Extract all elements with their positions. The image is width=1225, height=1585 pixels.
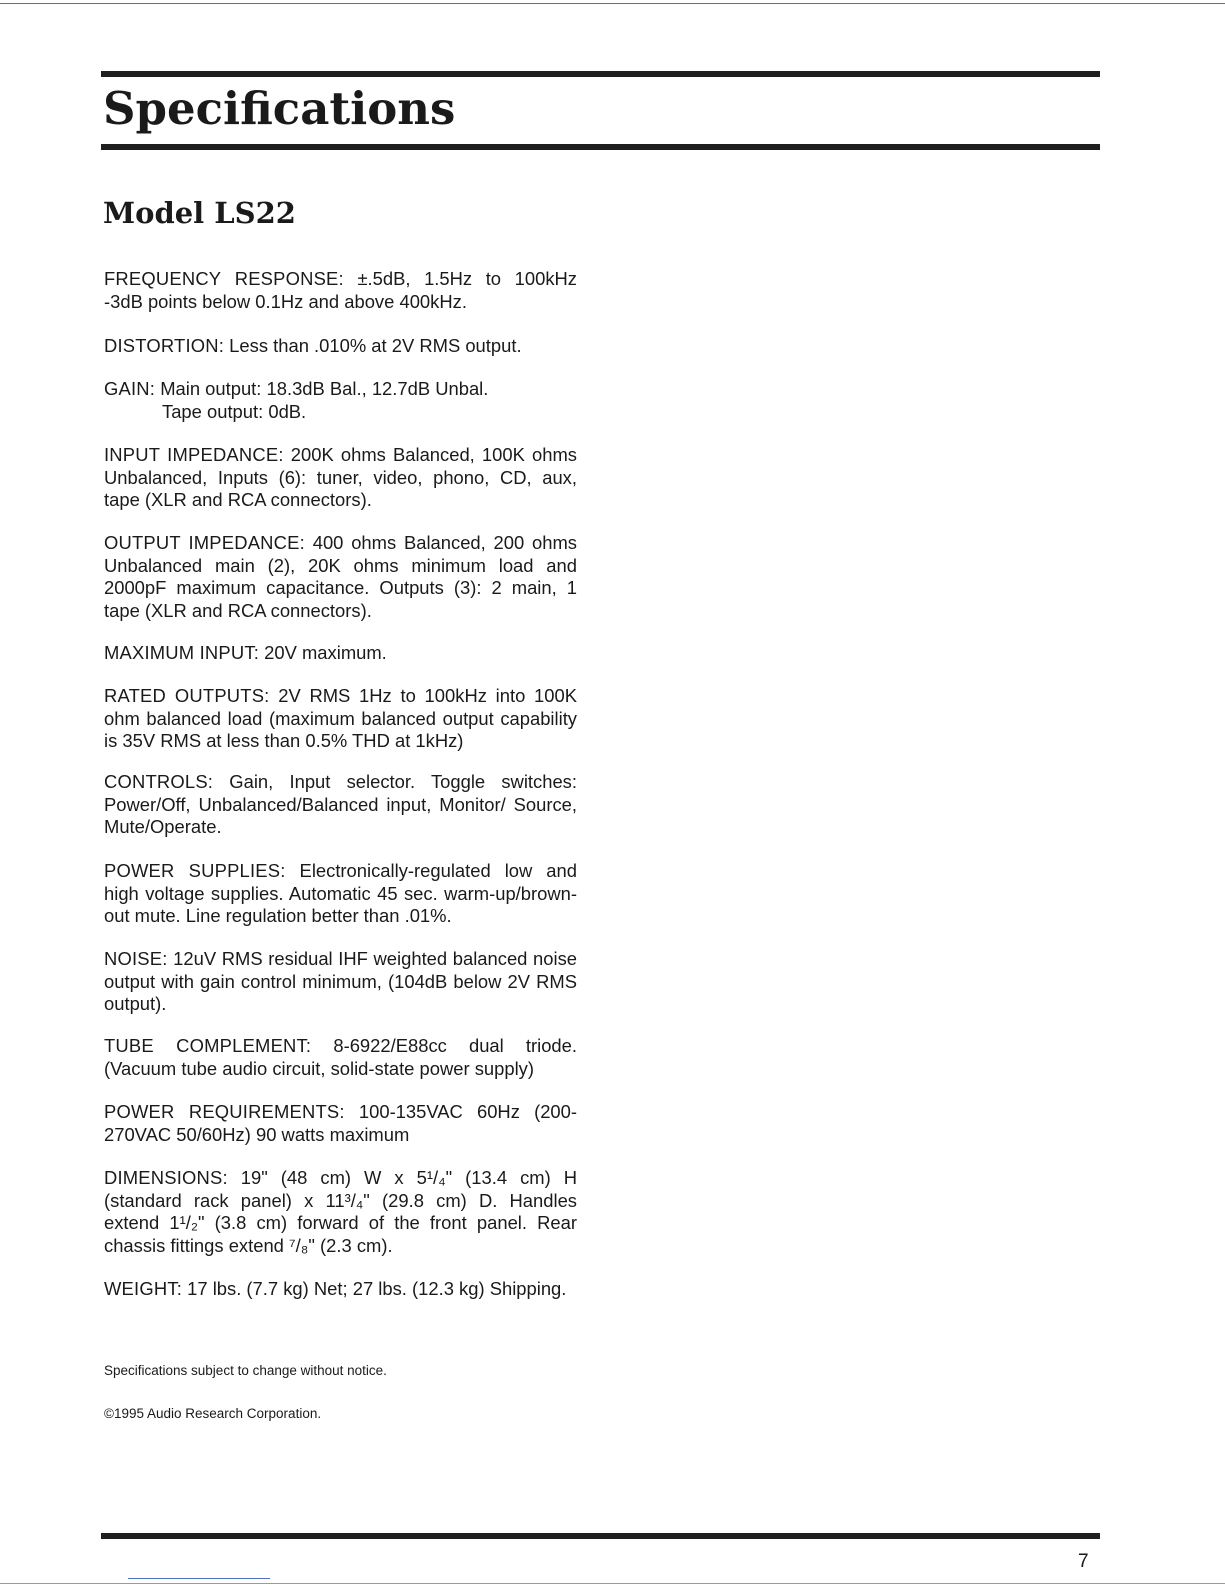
spec-text: Less than .010% at 2V RMS output. [224,335,522,356]
spec-label: WEIGHT: [104,1278,183,1299]
spec-text: 17 lbs. (7.7 kg) Net; 27 lbs. (12.3 kg) Shipping. [182,1278,567,1299]
spec-text: 200K ohms Balanced, 100K ohms Unbalanced, Inputs (6): tuner, video, phono, CD, aux, tape (XLR and RCA connectors). [104,444,577,511]
spec-label: DISTORTION: [104,335,225,356]
spec-weight [104,1278,577,1301]
spec-label: OUTPUT IMPEDANCE: [104,532,305,553]
spec-label: GAIN: [104,378,156,399]
spec-text: 19" (48 cm) W x 5¹/₄" (13.4 cm) H (standard rack panel) x 11³/₄" (29.8 cm) D. Handles extend 1¹/₂" (3.8 cm) forward of the front panel. Rear chassis fittings extend ⁷/₈" (2.3 cm). [104,1167,577,1256]
spec-text: 20V maximum. [259,642,387,663]
copyright: ©1995 Audio Research Corporation. [104,1406,322,1421]
spec-tube-complement [104,1035,577,1080]
spec-label: POWER SUPPLIES: [104,860,286,881]
spec-label: CONTROLS: [104,771,214,792]
spec-power-supplies [104,860,577,928]
spec-text: ±.5dB, 1.5Hz to 100kHz -3dB points below 0.1Hz and above 400kHz. [104,268,577,312]
spec-text: Electronically-regulated low and high voltage supplies. Automatic 45 sec. warm-up/brown-out mute. Line regulation better than .01%. [104,860,577,927]
spec-text: 12uV RMS residual IHF weighted balanced noise output with gain control minimum, (104dB below 2V RMS output). [104,948,577,1015]
spec-label: POWER REQUIREMENTS: [104,1101,345,1122]
spec-output-impedance [104,532,577,622]
spec-text: 100-135VAC 60Hz (200-270VAC 50/60Hz) 90 watts maximum [104,1101,578,1145]
spec-noise [104,948,577,1016]
page-title: Specifications [103,82,456,135]
spec-text: Main output: 18.3dB Bal., 12.7dB Unbal. [155,378,489,399]
spec-power-requirements [104,1101,577,1146]
spec-controls [104,771,577,839]
spec-distortion [104,335,577,358]
spec-gain [104,378,577,423]
page-number: 7 [1078,1551,1089,1572]
spec-label: DIMENSIONS: [104,1167,228,1188]
spec-label: FREQUENCY RESPONSE: [104,268,344,289]
header-top-rule [101,71,1100,77]
model-heading: Model LS22 [103,196,296,230]
change-notice: Specifications subject to change without notice. [104,1363,387,1378]
spec-text: 2V RMS 1Hz to 100kHz into 100K ohm balanced load (maximum balanced output capability is 35V RMS at less than 0.5% THD at 1kHz) [104,685,577,752]
spec-frequency-response [104,268,577,313]
scan-edge-line [0,1583,1225,1584]
spec-label: MAXIMUM INPUT: [104,642,260,663]
spec-rated-outputs [104,685,577,753]
spec-label: NOISE: [104,948,168,969]
header-bottom-rule [101,144,1100,150]
spec-text-line2: Tape output: 0dB. [162,400,307,422]
spec-label: TUBE COMPLEMENT: [104,1035,312,1056]
spec-input-impedance [104,444,577,512]
scan-mark-line [128,1578,270,1579]
spec-label: INPUT IMPEDANCE: [104,444,284,465]
spec-maximum-input [104,642,577,665]
spec-dimensions [104,1167,577,1257]
footer-rule [101,1533,1100,1539]
spec-text: 8-6922/E88cc dual triode. (Vacuum tube audio circuit, solid-state power supply) [104,1035,577,1079]
scan-edge-line [0,3,1225,4]
spec-label: RATED OUTPUTS: [104,685,270,706]
spec-text: 400 ohms Balanced, 200 ohms Unbalanced main (2), 20K ohms minimum load and 2000pF maximum capacitance. Outputs (3): 2 main, 1 tape (XLR and RCA connectors). [104,532,578,621]
spec-text: Gain, Input selector. Toggle switches: Power/Off, Unbalanced/Balanced input, Monitor/ Source, Mute/Operate. [104,771,577,838]
